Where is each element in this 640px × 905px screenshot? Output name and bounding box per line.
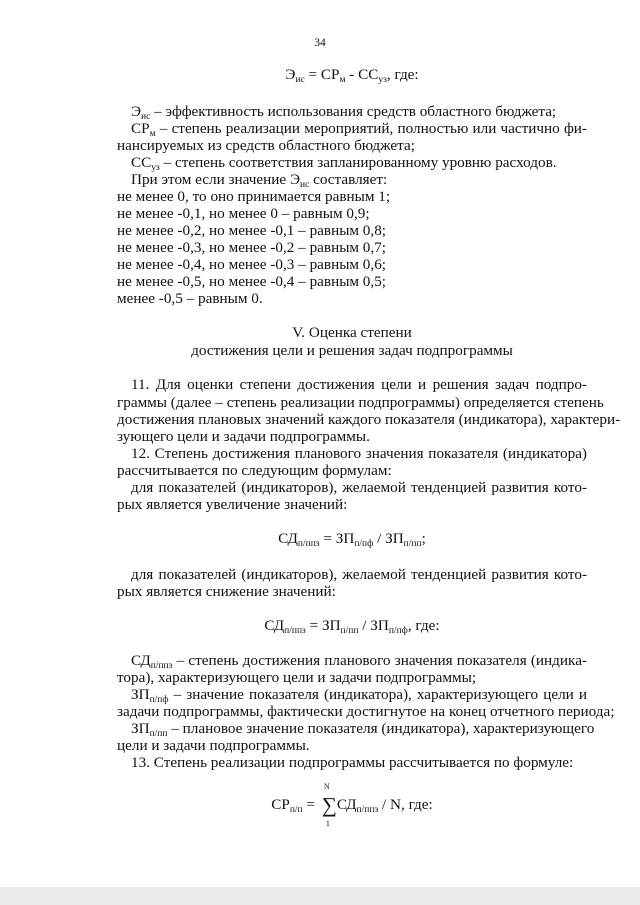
- paragraph-11-line2: граммы (далее – степень реализации подпрограммы) определяется степень: [117, 394, 604, 411]
- sum-symbol: N ∑ 1: [321, 782, 337, 828]
- paragraph-12-line4: рых является увеличение значений:: [117, 496, 348, 513]
- paragraph-12-line2: рассчитывается по следующим формулам:: [117, 462, 392, 479]
- paragraph-12b-line1: для показателей (индикаторов), желаемой тенденцией развития кото-: [131, 566, 587, 583]
- paragraph-11-line3: достижения плановых значений каждого показателя (индикатора), характери-: [117, 411, 621, 428]
- formula-increase: $СД_{п/ппз} = ЗП_{п/пф} / ЗП_{п/пп}$;: [278, 530, 426, 549]
- section-heading-line1: V. Оценка степени: [292, 324, 412, 341]
- formula-efficiency: $Э_{ис} = СР_м - СС_{уз}$, где:: [285, 66, 419, 85]
- definition-zpp-line1: $ЗП_{п/пп}$ – плановое значение показателя (индикатора), характеризующего: [131, 720, 595, 739]
- section-heading-line2: достижения цели и решения задач подпрограммы: [191, 342, 513, 359]
- paragraph-11-line4: зующего цели и задачи подпрограммы.: [117, 428, 370, 445]
- page-number: 34: [314, 37, 326, 49]
- condition-item: не менее -0,3, но менее -0,2 – равным 0,7;: [117, 239, 387, 256]
- paragraph-12b-line2: рых является снижение значений:: [117, 583, 336, 600]
- condition-item: не менее -0,4, но менее -0,3 – равным 0,6;: [117, 256, 387, 273]
- definition-zpf-line2: задачи подпрограммы, фактически достигнутое на конец отчетного периода;: [117, 703, 615, 720]
- paragraph-12-line1: 12. Степень достижения планового значения показателя (индикатора): [131, 445, 587, 462]
- definition-eis: $Э_{ис}$ – эффективность использования средств областного бюджета;: [131, 103, 557, 122]
- definition-srm-line1: $СР_м$ – степень реализации мероприятий, полностью или частично фи-: [131, 120, 587, 139]
- condition-intro: При этом если значение $Э_{ис}$ составляет:: [131, 171, 388, 190]
- paragraph-13: 13. Степень реализации подпрограммы рассчитывается по формуле:: [131, 754, 574, 771]
- definition-zpp-line2: цели и задачи подпрограммы.: [117, 737, 310, 754]
- definition-ssuz: $СС_{уз}$ – степень соответствия запланированному уровню расходов.: [131, 154, 557, 173]
- condition-item: не менее -0,1, но менее 0 – равным 0,9;: [117, 205, 370, 222]
- condition-item: не менее -0,5, но менее -0,4 – равным 0,5;: [117, 273, 387, 290]
- formula-sr: $СР_{п/п}$ = N ∑ 1 $СД_{п/ппз}$ / N, где:: [271, 782, 433, 828]
- condition-item: не менее 0, то оно принимается равным 1;: [117, 188, 391, 205]
- scan-bottom-band: [0, 887, 640, 905]
- definition-sd-line1: $СД_{п/ппз}$ – степень достижения планового значения показателя (индика-: [131, 652, 587, 671]
- condition-item: не менее -0,2, но менее -0,1 – равным 0,8;: [117, 222, 387, 239]
- definition-zpf-line1: $ЗП_{п/пф}$ – значение показателя (индикатора), характеризующего цели и: [131, 686, 587, 705]
- definition-srm-line2: нансируемых из средств областного бюджета;: [117, 137, 415, 154]
- paragraph-12-line3: для показателей (индикаторов), желаемой тенденцией развития кото-: [131, 479, 587, 496]
- formula-decrease: $СД_{п/ппз} = ЗП_{п/пп} / ЗП_{п/пф}$, где:: [264, 617, 440, 636]
- definition-sd-line2: тора), характеризующего цели и задачи подпрограммы;: [117, 669, 477, 686]
- condition-item: менее -0,5 – равным 0.: [117, 290, 263, 307]
- paragraph-11-line1: 11. Для оценки степени достижения цели и решения задач подпро-: [131, 376, 587, 393]
